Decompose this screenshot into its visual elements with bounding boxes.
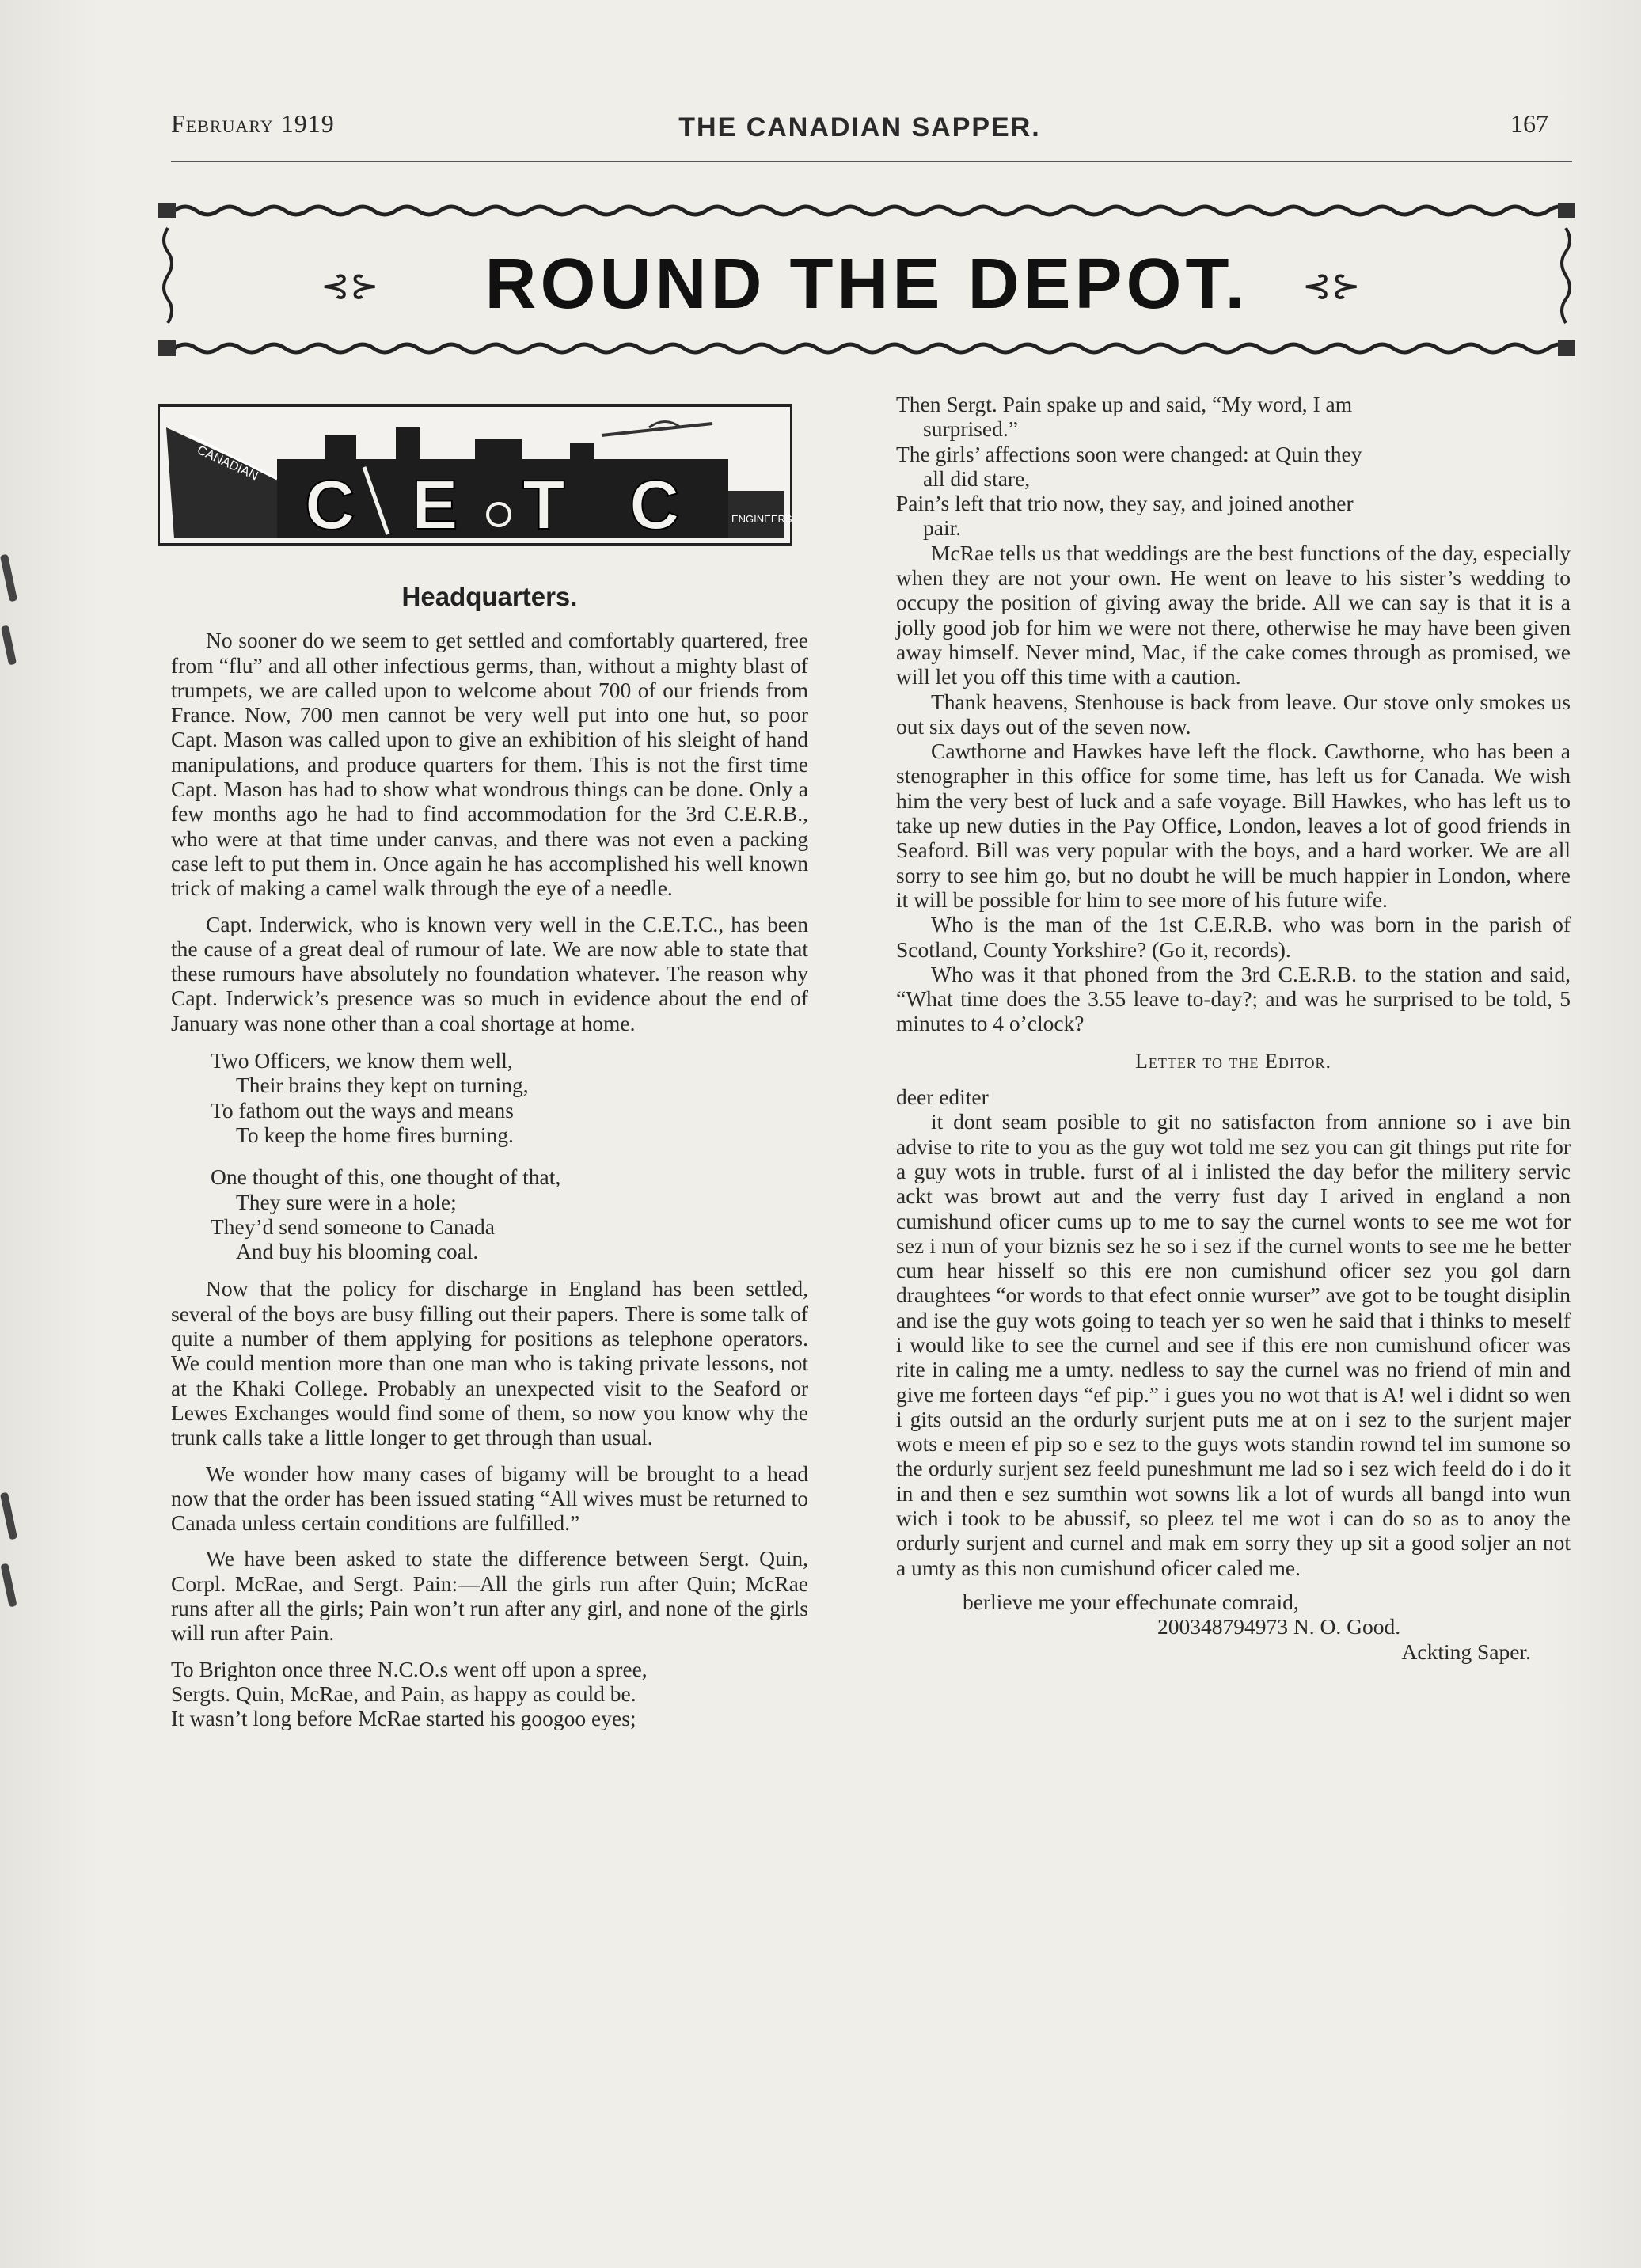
poem-line: Pain’s left that trio now, they say, and joined another (896, 491, 1354, 516)
poem (171, 1657, 808, 1731)
logo-letter-c: C (305, 465, 355, 544)
letter-rank: Ackting Saper. (1401, 1639, 1531, 1664)
ornament-left-icon: ⊰⊱ (321, 267, 379, 306)
poem-line: To Brighton once three N.C.O.s went off upon a spree, (171, 1656, 648, 1681)
magazine-title: THE CANADIAN SAPPER. (678, 112, 1041, 142)
poem-line: The girls’ affections soon were changed: at Quin they (896, 441, 1362, 466)
logo-letter-c2: C (629, 465, 680, 544)
section-banner (158, 196, 1575, 363)
cetc-logo (158, 404, 792, 546)
poem-line: all did stare, (923, 465, 1031, 491)
paragraph: We wonder how many cases of bigamy will be brought to a head now that the order has been issued stating “All wives must be returned to Canada unless certain conditions are fulfilled.” (171, 1461, 808, 1536)
verse-line: Their brains they kept on turning, (236, 1073, 529, 1098)
verse-line: Two Officers, we know them well, (211, 1048, 513, 1073)
paragraph: No sooner do we seem to get settled and comfortably quartered, free from “flu” and all other infectious germs, than, without a mighty blast of trumpets, we are called upon to welcome about 700 of our friends from France. Now, 700 men cannot be very well put into one hut, so poor Capt. Mason was called upon to give an exhibition of his sleight of hand manipulations, and produce quarters for them. This is not the first time Capt. Mason has had to show what wondrous things can be done. Only a few months ago he had to find accommodation for the 3rd C.E.R.B., who were at that time under canvas, and there was not even a packing case left to put them in. Once again he has accomplished his well known trick of making a camel walk through the eye of a needle. (171, 628, 808, 901)
page-number: 167 (1510, 109, 1548, 138)
letter-signature: 200348794973 N. O. Good. (1157, 1614, 1401, 1639)
poem-line: Sergts. Quin, McRae, and Pain, as happy as could be. (171, 1681, 636, 1706)
paragraph: Thank heavens, Stenhouse is back from leave. Our stove only smokes us out six days out of the seven now. (896, 689, 1571, 739)
poem-line: Then Sergt. Pain spake up and said, “My word, I am (896, 392, 1353, 416)
logo-letter-t: T (522, 465, 565, 544)
letter-heading: Letter to the Editor. (1134, 1049, 1332, 1073)
verse-line: To keep the home fires burning. (236, 1122, 514, 1147)
paragraph: Cawthorne and Hawkes have left the flock. Cawthorne, who has been a stenographer in this office for some time, has left us for Canada. We wish him the very best of luck and a safe voyage. Bill Hawkes, who has left us to take up new duties in the Pay Office, London, leaves a lot of good friends in Seaford. Bill was very popular with the boys, and a hard worker. We are all sorry to see him go, but no doubt he will be much happier in London, where it will be possible for him to see more of his future wife. (896, 739, 1571, 912)
logo-engineers-label: ENGINEERS (731, 513, 792, 525)
verse-stanza (171, 1048, 808, 1263)
verse-line: To fathom out the ways and means (211, 1097, 514, 1123)
right-column (896, 392, 1571, 1664)
verse-line: They’d send someone to Canada (211, 1214, 495, 1239)
verse-line: And buy his blooming coal. (236, 1239, 479, 1264)
section-heading: Headquarters. (401, 582, 578, 611)
banner-title: ROUND THE DEPOT. (484, 245, 1249, 324)
paragraph: We have been asked to state the difference between Sergt. Quin, Corpl. McRae, and Sergt. Pain:—All the girls run after Quin; McRae runs after all the girls; Pain won’t run after any girl, and none of the girls will run after Pain. (171, 1546, 808, 1646)
logo-ship-label: CANADIAN (195, 443, 260, 484)
poem-continued (896, 392, 1571, 541)
header-rule (171, 161, 1572, 162)
poem-line: It wasn’t long before McRae started his googoo eyes; (171, 1706, 636, 1731)
poem-line: surprised.” (923, 416, 1018, 442)
issue-date: February 1919 (171, 109, 335, 138)
letter-closing: berlieve me your effechunate comraid, (963, 1589, 1299, 1614)
logo-letter-e: E (412, 465, 458, 544)
verse-line: One thought of this, one thought of that, (211, 1164, 561, 1190)
paragraph: McRae tells us that weddings are the best functions of the day, especially when they are not your own. He went on leave to his sister’s wedding to occupy the position of giving away the bride. All we can say is that it is a jolly good job for him we were not there, otherwise he may have been given away himself. Never mind, Mac, if the cake comes through as promised, we will let you off this time with a caution. (896, 540, 1571, 690)
left-column (171, 584, 808, 1730)
paragraph: Who was it that phoned from the 3rd C.E.R.B. to the station and said, “What time does the 3.55 leave to-day?; and was he surprised to be told, 5 minutes to 4 o’clock? (896, 961, 1571, 1036)
paragraph: Now that the policy for discharge in England has been settled, several of the boys are busy filling out their papers. There is some talk of quite a number of them applying for positions as telephone operators. We could mention more than one man who is taking private lessons, not at the Khaki College. Probably an unexpected visit to the Seaford or Lewes Exchanges would find some of them, so now you know why the trunk calls take a little longer to get through than usual. (171, 1276, 808, 1450)
letter-salutation: deer editer (896, 1085, 989, 1110)
letter-body: it dont seam posible to git no satisfacton from annione so i ave bin advise to rite to you as the guy wot told me sez you can git things put rite for a guy wots in truble. furst of al i inlisted the day befor the militery servic ackt was browt aut and the verry fust day I arived in england a non cumishund oficer cums up to me to say the curnel wonts to see me wot for sez i nun of your biznis sez he so i sez if the curnel wonts to see me he better cum hear hisself so this ere non cumishund oficer sez you gol darn draughtees “or words to that efect onnie wurser” ave got to be tought disiplin and ise the guy wots going to teach yer so wen he said that i thinks to meself i would like to see the curnel and see if this ere non cumishund oficer was rite in caling me a umty. nedless to say the curnel was no friend of min and give me forteen days “ef pip.” i gues you no wot that is A! wel i didnt so wen i gits outsid an the ordurly surjent puts me at on i sez to the surjent majer wots e meen ef pip so e sez to the guys wots standin rownd tel im sumone so the ordurly surjent sez feeld puneshmunt me lad so i sez wich feeld do i do it in and then e sez sumthin wot sowns lik a lot of wurds all bangd into wun wich i took to be abussif, so pleez tel me wot i can do so as to anoy the ordurly surjent and curnel and mak em sorry they up sit a good soljer an not a umty as this non cumishund oficer caled me. (896, 1109, 1571, 1580)
paragraph: Capt. Inderwick, who is known very well in the C.E.T.C., has been the cause of a great deal of rumour of late. We are now able to state that these rumours have absolutely no foundation whatever. The reason why Capt. Inderwick’s presence was so much in evidence about the end of January was none other than a coal shortage at home. (171, 911, 808, 1035)
poem-line: pair. (923, 515, 962, 541)
running-head (171, 109, 1548, 157)
ornament-right-icon: ⊰⊱ (1302, 267, 1361, 306)
verse-line: They sure were in a hole; (236, 1189, 457, 1214)
paragraph: Who is the man of the 1st C.E.R.B. who was born in the parish of Scotland, County Yorkshire? (Go it, records). (896, 912, 1571, 962)
